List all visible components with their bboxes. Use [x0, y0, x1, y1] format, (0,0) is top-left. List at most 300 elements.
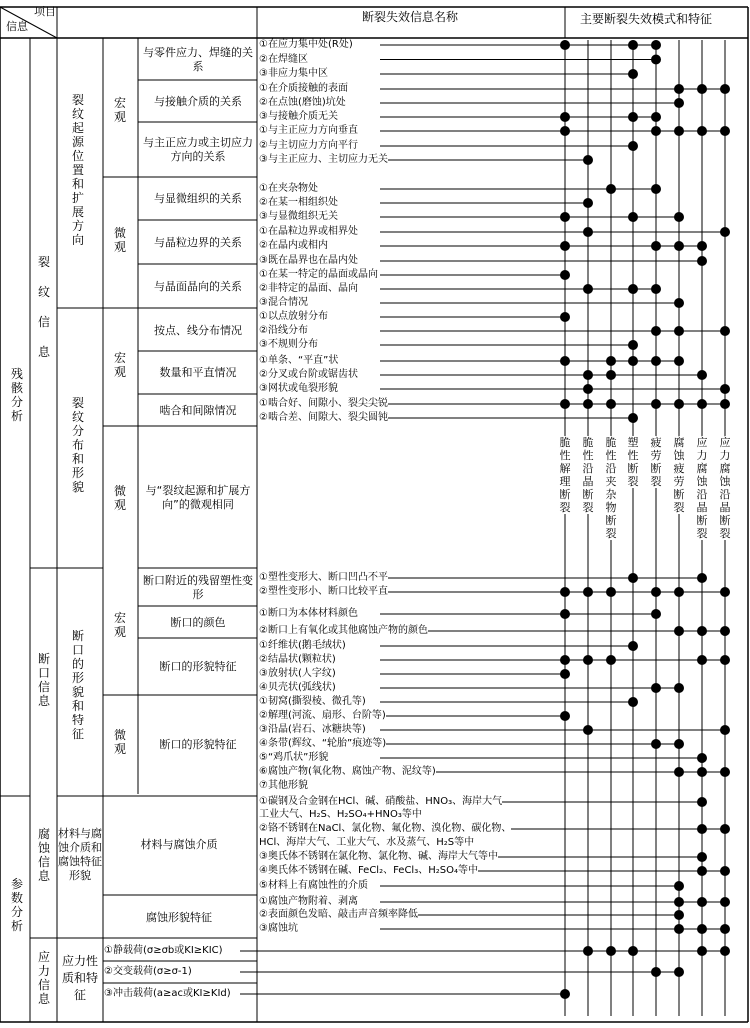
- mode-char: 物: [605, 501, 617, 514]
- vertical-char: 纹: [71, 410, 84, 424]
- match-dot: [628, 641, 638, 651]
- failure-item: ②在焊缝区: [259, 53, 308, 65]
- corner-bottom-label: 信息: [6, 20, 28, 33]
- failure-item: ①在某一特定的晶面或晶向: [259, 269, 378, 280]
- mode-char: 蚀: [719, 475, 731, 488]
- match-dot: [606, 184, 616, 194]
- failure-item: ①以点放射分布: [259, 311, 328, 322]
- match-dot: [583, 587, 593, 597]
- match-dot: [697, 852, 707, 862]
- match-dot: [651, 126, 661, 136]
- match-dot: [697, 626, 707, 636]
- match-dot: [674, 84, 684, 94]
- vertical-char: 特: [71, 713, 84, 727]
- failure-item: ④奥氏体不锈钢在碱、FeCl₂、FeCl₃、H₂SO₄等中: [259, 865, 478, 876]
- vertical-char: 蚀: [37, 841, 50, 855]
- mode-char: 晶: [719, 501, 731, 514]
- match-dot: [583, 946, 593, 956]
- vertical-char: 裂: [37, 255, 50, 269]
- mode-char: 夹: [605, 475, 617, 488]
- failure-item: ③奥氏体不锈钢在氯化物、氯化物、碱、海岸大气等中: [259, 851, 498, 862]
- mode-char: 沿: [582, 462, 594, 475]
- failure-item: ②解理(河流、扇形、台阶等): [259, 710, 386, 721]
- mode-char: 性: [605, 449, 617, 462]
- match-dot: [628, 141, 638, 151]
- failure-item: ③与显微组织无关: [259, 211, 338, 222]
- main-title: 断裂失效信息名称: [362, 10, 459, 24]
- match-dot: [720, 725, 730, 735]
- match-dot: [651, 683, 661, 693]
- mode-char: 腐: [696, 462, 708, 475]
- match-dot: [697, 866, 707, 876]
- mode-label: [718, 436, 732, 540]
- match-dot: [560, 711, 570, 721]
- stress-item: ②交变载荷(σ≥σ-1): [104, 966, 192, 977]
- scale-macro-3: [108, 605, 132, 645]
- vertical-char: 形: [71, 671, 84, 685]
- failure-item: 工业大气、H₂S、H₂SO₄+HNO₃等中: [259, 809, 422, 820]
- match-dot: [674, 924, 684, 934]
- failure-item: ⑥腐蚀产物(氧化物、腐蚀产物、泥纹等): [259, 766, 436, 777]
- vertical-char: 力: [37, 964, 50, 978]
- mode-char: 蚀: [673, 449, 685, 462]
- mode-char: 沿: [696, 488, 708, 501]
- failure-item: ②断口上有氧化或其他腐蚀产物的颜色: [259, 625, 428, 636]
- match-dot: [674, 626, 684, 636]
- vertical-char: 扩: [71, 191, 84, 205]
- mode-label: [649, 436, 663, 488]
- match-dot: [560, 356, 570, 366]
- failure-item: ①在晶粒边界或相界处: [259, 226, 358, 237]
- mode-char: 劳: [650, 449, 662, 462]
- vertical-char: 布: [71, 438, 84, 452]
- match-dot: [720, 399, 730, 409]
- match-dot: [720, 946, 730, 956]
- failure-item: ①在应力集中处(R处): [259, 39, 353, 50]
- mode-char: 裂: [605, 527, 617, 540]
- mode-char: 性: [559, 449, 571, 462]
- match-dot: [560, 241, 570, 251]
- match-dot: [583, 399, 593, 409]
- vertical-char: 信: [37, 855, 50, 869]
- failure-item: ③网状或龟裂形貌: [259, 383, 338, 394]
- mode-char: 断: [605, 514, 617, 527]
- mode-char: 断: [673, 488, 685, 501]
- match-dot: [651, 184, 661, 194]
- level2-fracture: [31, 640, 57, 720]
- vertical-char: 观: [113, 240, 126, 254]
- cat-point-line: 按点、线分布情况: [154, 324, 242, 337]
- vertical-char: 观: [113, 110, 126, 124]
- level3-material: 材料与腐蚀介质和腐蚀特征形貌: [58, 827, 102, 882]
- match-dot: [628, 413, 638, 423]
- mode-char: 应: [696, 436, 708, 449]
- match-dot: [651, 241, 661, 251]
- match-dot: [560, 609, 570, 619]
- vertical-char: 微: [113, 484, 126, 498]
- match-dot: [674, 767, 684, 777]
- level1-params: [6, 860, 28, 950]
- cat-corrosion-shape: 腐蚀形貌特征: [146, 911, 212, 924]
- match-dot: [583, 725, 593, 735]
- cat-stress-weld: 与零件应力、焊缝的关系: [143, 46, 253, 73]
- vertical-char: 和: [71, 452, 84, 466]
- match-dot: [606, 356, 616, 366]
- vertical-char: 信: [37, 978, 50, 992]
- mode-char: 晶: [582, 475, 594, 488]
- failure-item: ②与主切应力方向平行: [259, 140, 358, 151]
- match-dot: [720, 824, 730, 834]
- failure-item: ①在介质接触的表面: [259, 83, 348, 94]
- cat-macro-shape: 断口的形貌特征: [159, 660, 237, 673]
- mode-char: 疲: [650, 436, 662, 449]
- match-dot: [583, 198, 593, 208]
- match-dot: [651, 55, 661, 65]
- mode-char: 裂: [719, 527, 731, 540]
- mode-char: 解: [559, 462, 571, 475]
- vertical-char: 信: [37, 315, 50, 329]
- vertical-char: 息: [37, 345, 50, 359]
- match-dot: [606, 655, 616, 665]
- match-dot: [720, 866, 730, 876]
- mode-char: 蚀: [696, 475, 708, 488]
- match-dot: [583, 227, 593, 237]
- failure-item: ②表面颜色发暗、敲击声音频率降低: [259, 909, 418, 920]
- failure-item: ②在某一相组织处: [259, 197, 338, 208]
- modes-title: 主要断裂失效模式和特征: [580, 12, 713, 26]
- match-dot: [628, 946, 638, 956]
- vertical-char: 宏: [113, 96, 126, 110]
- vertical-char: 应: [37, 950, 50, 964]
- match-dot: [720, 897, 730, 907]
- mode-char: 沿: [719, 488, 731, 501]
- failure-item: ①腐蚀产物附着、剥离: [259, 896, 358, 907]
- mode-char: 性: [582, 449, 594, 462]
- failure-item: ②沿线分布: [259, 325, 308, 336]
- match-dot: [697, 84, 707, 94]
- vertical-char: 分: [71, 424, 84, 438]
- cat-count-flat: 数量和平直情况: [159, 366, 237, 379]
- match-dot: [560, 126, 570, 136]
- vertical-char: 观: [113, 365, 126, 379]
- vertical-char: 源: [71, 135, 84, 149]
- failure-item: ①纤维状(鹅毛绒状): [259, 640, 346, 651]
- vertical-char: 观: [113, 625, 126, 639]
- mode-label: [626, 436, 640, 488]
- level2-crack: [31, 240, 57, 390]
- match-dot: [720, 84, 730, 94]
- match-dot: [628, 40, 638, 50]
- mode-char: 脆: [559, 436, 571, 449]
- vertical-char: 貌: [71, 685, 84, 699]
- cat-material-medium: 材料与腐蚀介质: [140, 838, 218, 851]
- vertical-char: 微: [113, 728, 126, 742]
- vertical-char: 的: [71, 657, 84, 671]
- mode-char: 脆: [582, 436, 594, 449]
- match-dot: [674, 98, 684, 108]
- vertical-char: 方: [71, 219, 84, 233]
- mode-char: 裂: [627, 475, 639, 488]
- vertical-char: 纹: [37, 285, 50, 299]
- vertical-char: 起: [71, 121, 84, 135]
- match-dot: [628, 573, 638, 583]
- match-dot: [674, 683, 684, 693]
- level2-corrosion: [31, 820, 57, 890]
- vertical-char: 腐: [37, 827, 50, 841]
- match-dot: [651, 399, 661, 409]
- match-dot: [674, 739, 684, 749]
- match-dot: [697, 573, 707, 583]
- mode-char: 杂: [605, 488, 617, 501]
- mode-label: [604, 436, 618, 540]
- mode-char: 断: [650, 462, 662, 475]
- mode-char: 应: [719, 436, 731, 449]
- vertical-char: 数: [10, 891, 23, 905]
- cat-microstructure: 与显微组织的关系: [154, 192, 242, 205]
- vertical-char: 息: [37, 992, 50, 1006]
- match-dot: [560, 655, 570, 665]
- vertical-char: 形: [71, 466, 84, 480]
- vertical-char: 和: [71, 177, 84, 191]
- failure-item: ②分叉或台阶或锯齿状: [259, 369, 358, 380]
- match-dot: [651, 739, 661, 749]
- vertical-char: 口: [71, 643, 84, 657]
- vertical-char: 观: [113, 498, 126, 512]
- match-dot: [651, 967, 661, 977]
- match-dot: [697, 797, 707, 807]
- vertical-char: 口: [37, 666, 50, 680]
- cat-plastic: 断口附近的残留塑性变形: [143, 574, 253, 601]
- mode-char: 腐: [719, 462, 731, 475]
- vertical-char: 裂: [71, 93, 84, 107]
- match-dot: [674, 241, 684, 251]
- match-dot: [674, 126, 684, 136]
- match-dot: [628, 284, 638, 294]
- match-dot: [674, 910, 684, 920]
- match-dot: [628, 212, 638, 222]
- failure-item: ②铬不锈钢在NaCl、氯化物、氟化物、溴化物、碳化物、: [259, 823, 512, 834]
- match-dot: [583, 384, 593, 394]
- match-dot: [560, 270, 570, 280]
- match-dot: [697, 126, 707, 136]
- failure-item: ③混合情况: [259, 297, 308, 308]
- failure-item: ①碳钢及合金钢在HCl、碱、硝酸盐、HNO₃、海岸大气: [259, 796, 503, 807]
- cat-micro-same: 与“裂纹起源和扩展方向”的微观相同: [145, 484, 251, 511]
- match-dot: [720, 767, 730, 777]
- failure-item: ③既在晶界也在晶内处: [259, 255, 358, 266]
- cat-grain-boundary: 与晶粒边界的关系: [154, 236, 242, 249]
- match-dot: [651, 356, 661, 366]
- cat-medium-contact: 与接触介质的关系: [154, 95, 242, 108]
- vertical-char: 宏: [113, 351, 126, 365]
- vertical-char: 征: [71, 727, 84, 741]
- vertical-char: 残: [10, 367, 23, 381]
- match-dot: [720, 626, 730, 636]
- mode-char: 劳: [673, 475, 685, 488]
- vertical-char: 息: [37, 869, 50, 883]
- match-dot: [560, 212, 570, 222]
- failure-item: HCl、海岸大气、工业大气、水及蒸气、H₂S等中: [259, 837, 475, 848]
- vertical-char: 展: [71, 205, 84, 219]
- mode-char: 裂: [673, 501, 685, 514]
- match-dot: [583, 155, 593, 165]
- match-dot: [720, 587, 730, 597]
- vertical-char: 和: [71, 699, 84, 713]
- failure-item: ①与主正应力方向垂直: [259, 125, 358, 136]
- mode-char: 断: [582, 488, 594, 501]
- failure-item: ③非应力集中区: [259, 68, 328, 79]
- mode-char: 裂: [582, 501, 594, 514]
- match-dot: [720, 655, 730, 665]
- mode-label: [581, 436, 595, 514]
- scale-macro-1: [108, 90, 132, 130]
- level3-origin: [60, 90, 96, 250]
- mode-char: 断: [719, 514, 731, 527]
- match-dot: [606, 587, 616, 597]
- match-dot: [697, 897, 707, 907]
- failure-item: ①断口为本体材料颜色: [259, 608, 358, 619]
- match-dot: [674, 587, 684, 597]
- match-dot: [697, 767, 707, 777]
- match-dot: [583, 370, 593, 380]
- match-dot: [697, 370, 707, 380]
- failure-item: ③不规则分布: [259, 339, 318, 350]
- failure-item: ④贝壳状(弧线状): [259, 682, 336, 693]
- match-dot: [628, 356, 638, 366]
- cat-crystal-plane: 与晶面晶向的关系: [154, 280, 242, 293]
- failure-item: ③沿晶(岩石、冰糖块等): [259, 724, 366, 735]
- failure-item: ④条带(辉纹、“轮胎”痕迹等): [259, 738, 387, 749]
- failure-item: ②在晶内或相内: [259, 240, 328, 251]
- match-dot: [674, 399, 684, 409]
- level3-stress-nature: 应力性质和特征: [62, 953, 99, 1002]
- match-dot: [628, 112, 638, 122]
- corner-top-label: 项目: [34, 5, 56, 18]
- mode-char: 断: [696, 514, 708, 527]
- mode-char: 力: [719, 449, 731, 462]
- match-dot: [674, 897, 684, 907]
- failure-item: ⑤材料上有腐蚀性的介质: [259, 880, 368, 891]
- vertical-char: 析: [10, 919, 23, 933]
- match-dot: [697, 924, 707, 934]
- match-dot: [697, 824, 707, 834]
- mode-char: 脆: [605, 436, 617, 449]
- failure-item: ②塑性变形小、断口比较平直: [259, 586, 388, 597]
- level1-remains: [6, 320, 28, 470]
- mode-char: 沿: [605, 462, 617, 475]
- mode-char: 断: [559, 488, 571, 501]
- mode-char: 塑: [627, 436, 639, 449]
- vertical-char: 纹: [71, 107, 84, 121]
- match-dot: [583, 655, 593, 665]
- vertical-char: 息: [37, 694, 50, 708]
- vertical-char: 信: [37, 680, 50, 694]
- match-dot: [560, 312, 570, 322]
- cat-color: 断口的颜色: [170, 616, 226, 629]
- match-dot: [720, 326, 730, 336]
- vertical-char: 微: [113, 226, 126, 240]
- match-dot: [606, 946, 616, 956]
- match-dot: [560, 112, 570, 122]
- level2-stress: [31, 948, 57, 1008]
- vertical-char: 断: [37, 652, 50, 666]
- vertical-char: 貌: [71, 480, 84, 494]
- vertical-char: 析: [10, 409, 23, 423]
- level3-fracture-morph: [60, 620, 96, 750]
- vertical-char: 分: [10, 905, 23, 919]
- vertical-char: 向: [71, 233, 84, 247]
- cat-occlusion: 啮合和间隙情况: [159, 404, 237, 417]
- scale-micro-3: [108, 722, 132, 762]
- match-dot: [606, 399, 616, 409]
- mode-label: [558, 436, 572, 514]
- mode-char: 腐: [673, 436, 685, 449]
- match-dot: [697, 753, 707, 763]
- match-dot: [674, 326, 684, 336]
- match-dot: [674, 881, 684, 891]
- vertical-char: 宏: [113, 611, 126, 625]
- failure-item: ①啮合好、间隙小、裂尖尖锐: [259, 398, 388, 409]
- failure-item: ⑦其他形貌: [259, 780, 308, 791]
- match-dot: [720, 126, 730, 136]
- match-dot: [651, 112, 661, 122]
- failure-item: ②结晶状(颗粒状): [259, 654, 336, 665]
- match-dot: [674, 356, 684, 366]
- match-dot: [628, 340, 638, 350]
- match-dot: [674, 212, 684, 222]
- failure-item: ③放射状(人字纹): [259, 668, 336, 679]
- vertical-char: 位: [71, 149, 84, 163]
- failure-item: ②在点蚀(磨蚀)坑处: [259, 97, 346, 108]
- match-dot: [651, 326, 661, 336]
- match-dot: [628, 69, 638, 79]
- vertical-char: 参: [10, 877, 23, 891]
- failure-item: ③与接触介质无关: [259, 111, 338, 122]
- scale-micro-2: [108, 478, 132, 518]
- scale-micro-1: [108, 220, 132, 260]
- failure-item: ①韧窝(撕裂棱、微孔等): [259, 696, 366, 707]
- failure-item: ①单条、“平直”状: [259, 355, 339, 366]
- stress-item: ③冲击载荷(a≥ac或KI≥KId): [104, 988, 231, 999]
- match-dot: [560, 40, 570, 50]
- match-dot: [674, 298, 684, 308]
- match-dot: [606, 370, 616, 380]
- match-dot: [560, 399, 570, 409]
- failure-item: ②非特定的晶面、晶向: [259, 283, 358, 294]
- match-dot: [651, 587, 661, 597]
- mode-char: 裂: [696, 527, 708, 540]
- match-dot: [651, 609, 661, 619]
- match-dot: [720, 924, 730, 934]
- failure-item: ②啮合差、间隙大、裂尖圆钝: [259, 412, 388, 423]
- failure-item: ①塑性变形大、断口凹凸不平: [259, 572, 388, 583]
- match-dot: [720, 384, 730, 394]
- match-dot: [560, 587, 570, 597]
- mode-char: 晶: [696, 501, 708, 514]
- match-dot: [697, 946, 707, 956]
- mode-char: 断: [627, 462, 639, 475]
- vertical-char: 观: [113, 742, 126, 756]
- mode-char: 力: [696, 449, 708, 462]
- match-dot: [560, 989, 570, 999]
- match-dot: [560, 669, 570, 679]
- failure-item: ①在夹杂物处: [259, 183, 318, 194]
- stress-item: ①静载荷(σ≥σb或KI≥KIC): [104, 945, 223, 956]
- match-dot: [697, 256, 707, 266]
- cat-micro-shape: 断口的形貌特征: [159, 738, 237, 751]
- failure-item: ⑤“鸡爪状”形貌: [259, 752, 329, 763]
- match-dot: [651, 40, 661, 50]
